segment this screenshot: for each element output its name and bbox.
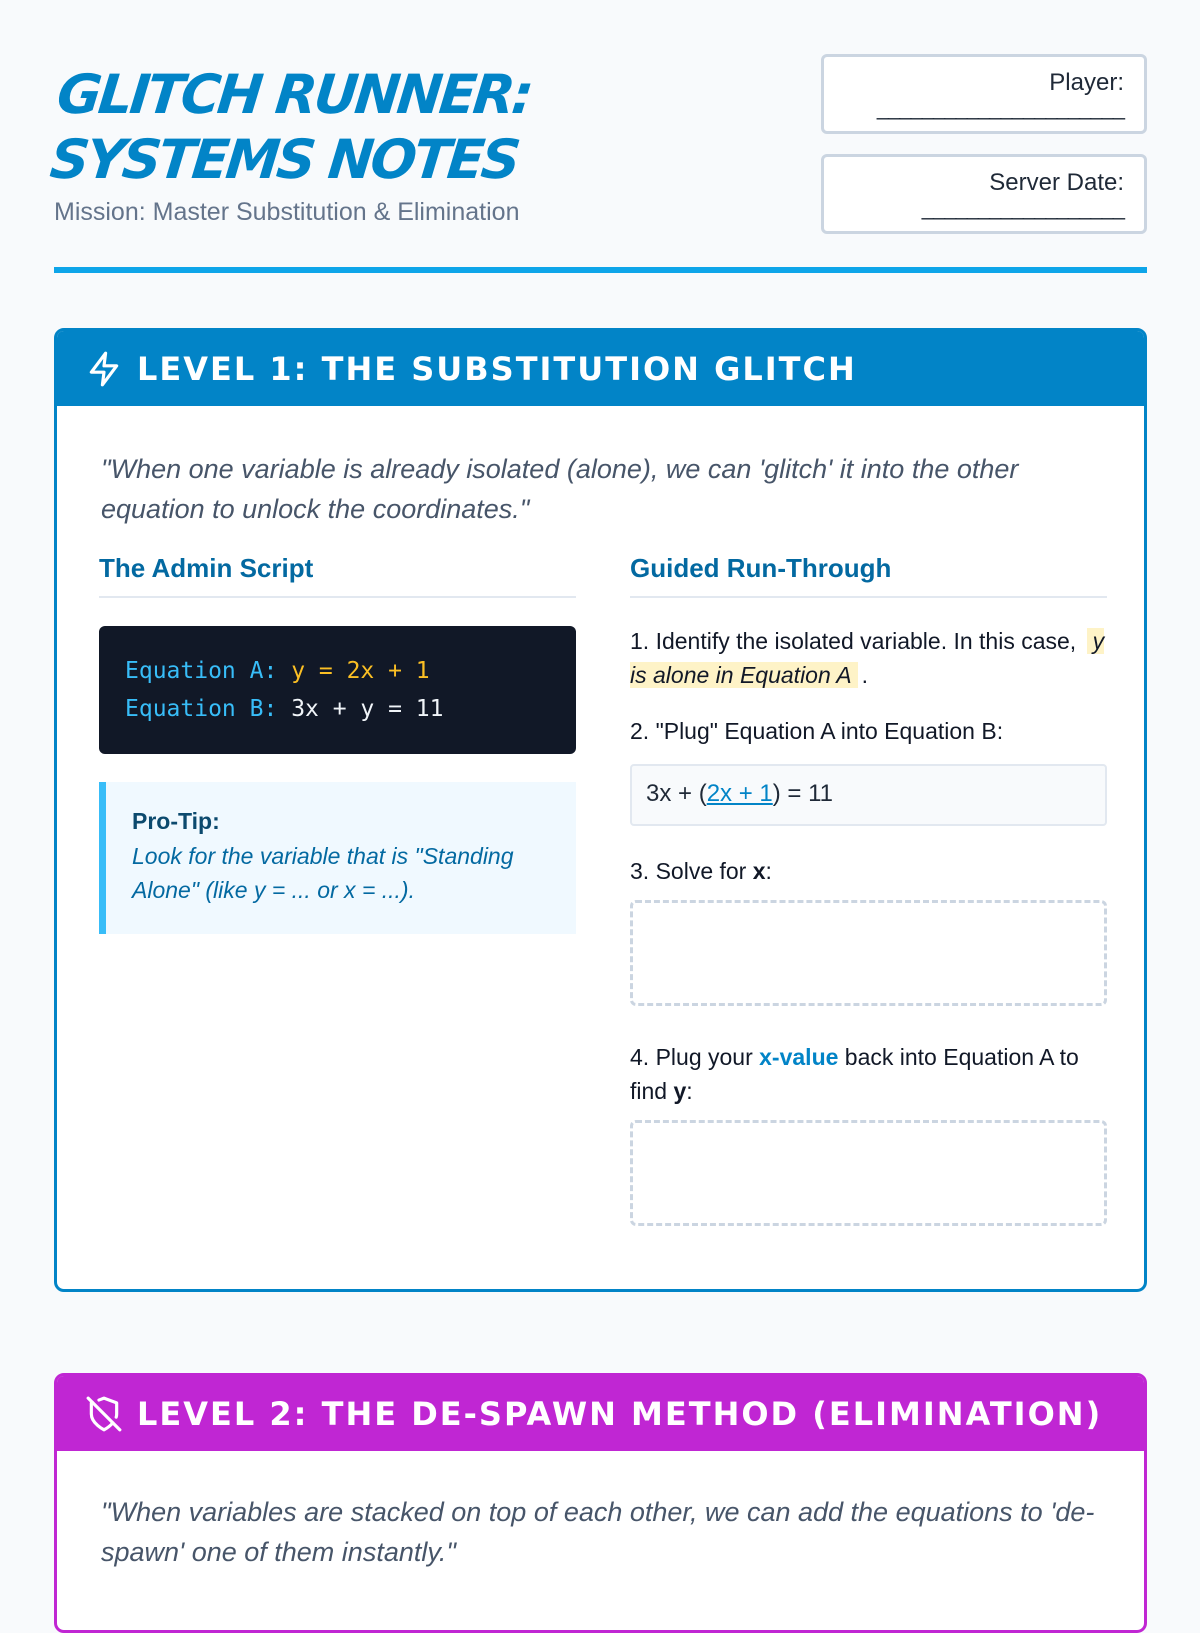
player-field[interactable] (821, 54, 1147, 134)
page-header (47, 0, 1147, 275)
player-blank: ______________________ (876, 95, 1124, 120)
step-1-highlight: y is alone in Equation A (630, 628, 1105, 688)
level-1-card (54, 328, 1147, 1292)
admin-script-column (99, 553, 576, 934)
substitution-prefix: 3x + ( (646, 780, 707, 807)
server-date-blank: __________________ (921, 195, 1124, 220)
pro-tip-box (99, 782, 576, 934)
step-1 (630, 624, 1107, 692)
find-y-answer-box[interactable] (630, 1120, 1107, 1226)
step-4-mid: back into Equation A to find (630, 1044, 1079, 1104)
lightning-icon (85, 350, 123, 388)
title-line-1: GLITCH RUNNER: (54, 63, 534, 126)
level-2-header (57, 1376, 1144, 1451)
header-divider (54, 267, 1147, 273)
pro-tip-text: Look for the variable that is "Standing Alone" (like y = ... or x = ...). (132, 843, 514, 903)
level-1-title: LEVEL 1: THE SUBSTITUTION GLITCH (137, 349, 857, 388)
step-3-variable: x (752, 858, 766, 884)
equation-b-label: Equation B: (125, 696, 278, 722)
admin-script-heading: The Admin Script (99, 553, 576, 598)
step-4-keyword: x-value (759, 1044, 839, 1070)
step-3-suffix: : (765, 858, 772, 884)
step-4 (630, 1040, 1107, 1108)
step-1-text: 1. Identify the isolated variable. In this case, (630, 628, 1077, 654)
solve-x-answer-box[interactable] (630, 900, 1107, 1006)
step-2: 2. "Plug" Equation A into Equation B: (630, 718, 1004, 744)
level-1-quote: "When one variable is already isolated (alone), we can 'glitch' it into the other equation to unlock the coordinates." (101, 454, 1019, 524)
server-date-label: Server Date: (989, 169, 1124, 196)
server-date-field[interactable] (821, 154, 1147, 234)
page-title (47, 62, 534, 192)
mission-subtitle: Mission: Master Substitution & Elimination (54, 198, 520, 226)
step-4-text: 4. Plug your (630, 1044, 753, 1070)
shield-off-icon (85, 1395, 123, 1433)
step-1-suffix: . (861, 662, 869, 688)
step-3-text: 3. Solve for (630, 858, 747, 884)
equation-b (125, 690, 550, 728)
substitution-box (630, 764, 1107, 826)
equation-b-expression: 3x + y = 11 (291, 696, 444, 722)
title-line-2: SYSTEMS NOTES (47, 128, 521, 191)
step-4-variable: y (673, 1078, 687, 1104)
guided-heading: Guided Run-Through (630, 553, 1107, 598)
step-3 (630, 854, 1107, 888)
guided-column (630, 553, 1107, 1226)
code-block (99, 626, 576, 754)
level-2-quote: "When variables are stacked on top of each other, we can add the equations to 'de-spawn' one of them instantly." (101, 1497, 1095, 1567)
equation-a-label: Equation A: (125, 658, 278, 684)
substitution-suffix: ) = 11 (772, 780, 834, 807)
level-2-title: LEVEL 2: THE DE-SPAWN METHOD (ELIMINATION) (137, 1394, 1103, 1433)
level-1-header (57, 331, 1144, 406)
player-label: Player: (1049, 69, 1124, 96)
equation-a (125, 652, 550, 690)
equation-a-expression: y = 2x + 1 (291, 658, 430, 684)
substitution-insert: 2x + 1 (706, 780, 773, 807)
pro-tip-title: Pro-Tip: (132, 808, 220, 834)
level-2-card (54, 1373, 1147, 1633)
step-4-suffix: : (686, 1078, 693, 1104)
